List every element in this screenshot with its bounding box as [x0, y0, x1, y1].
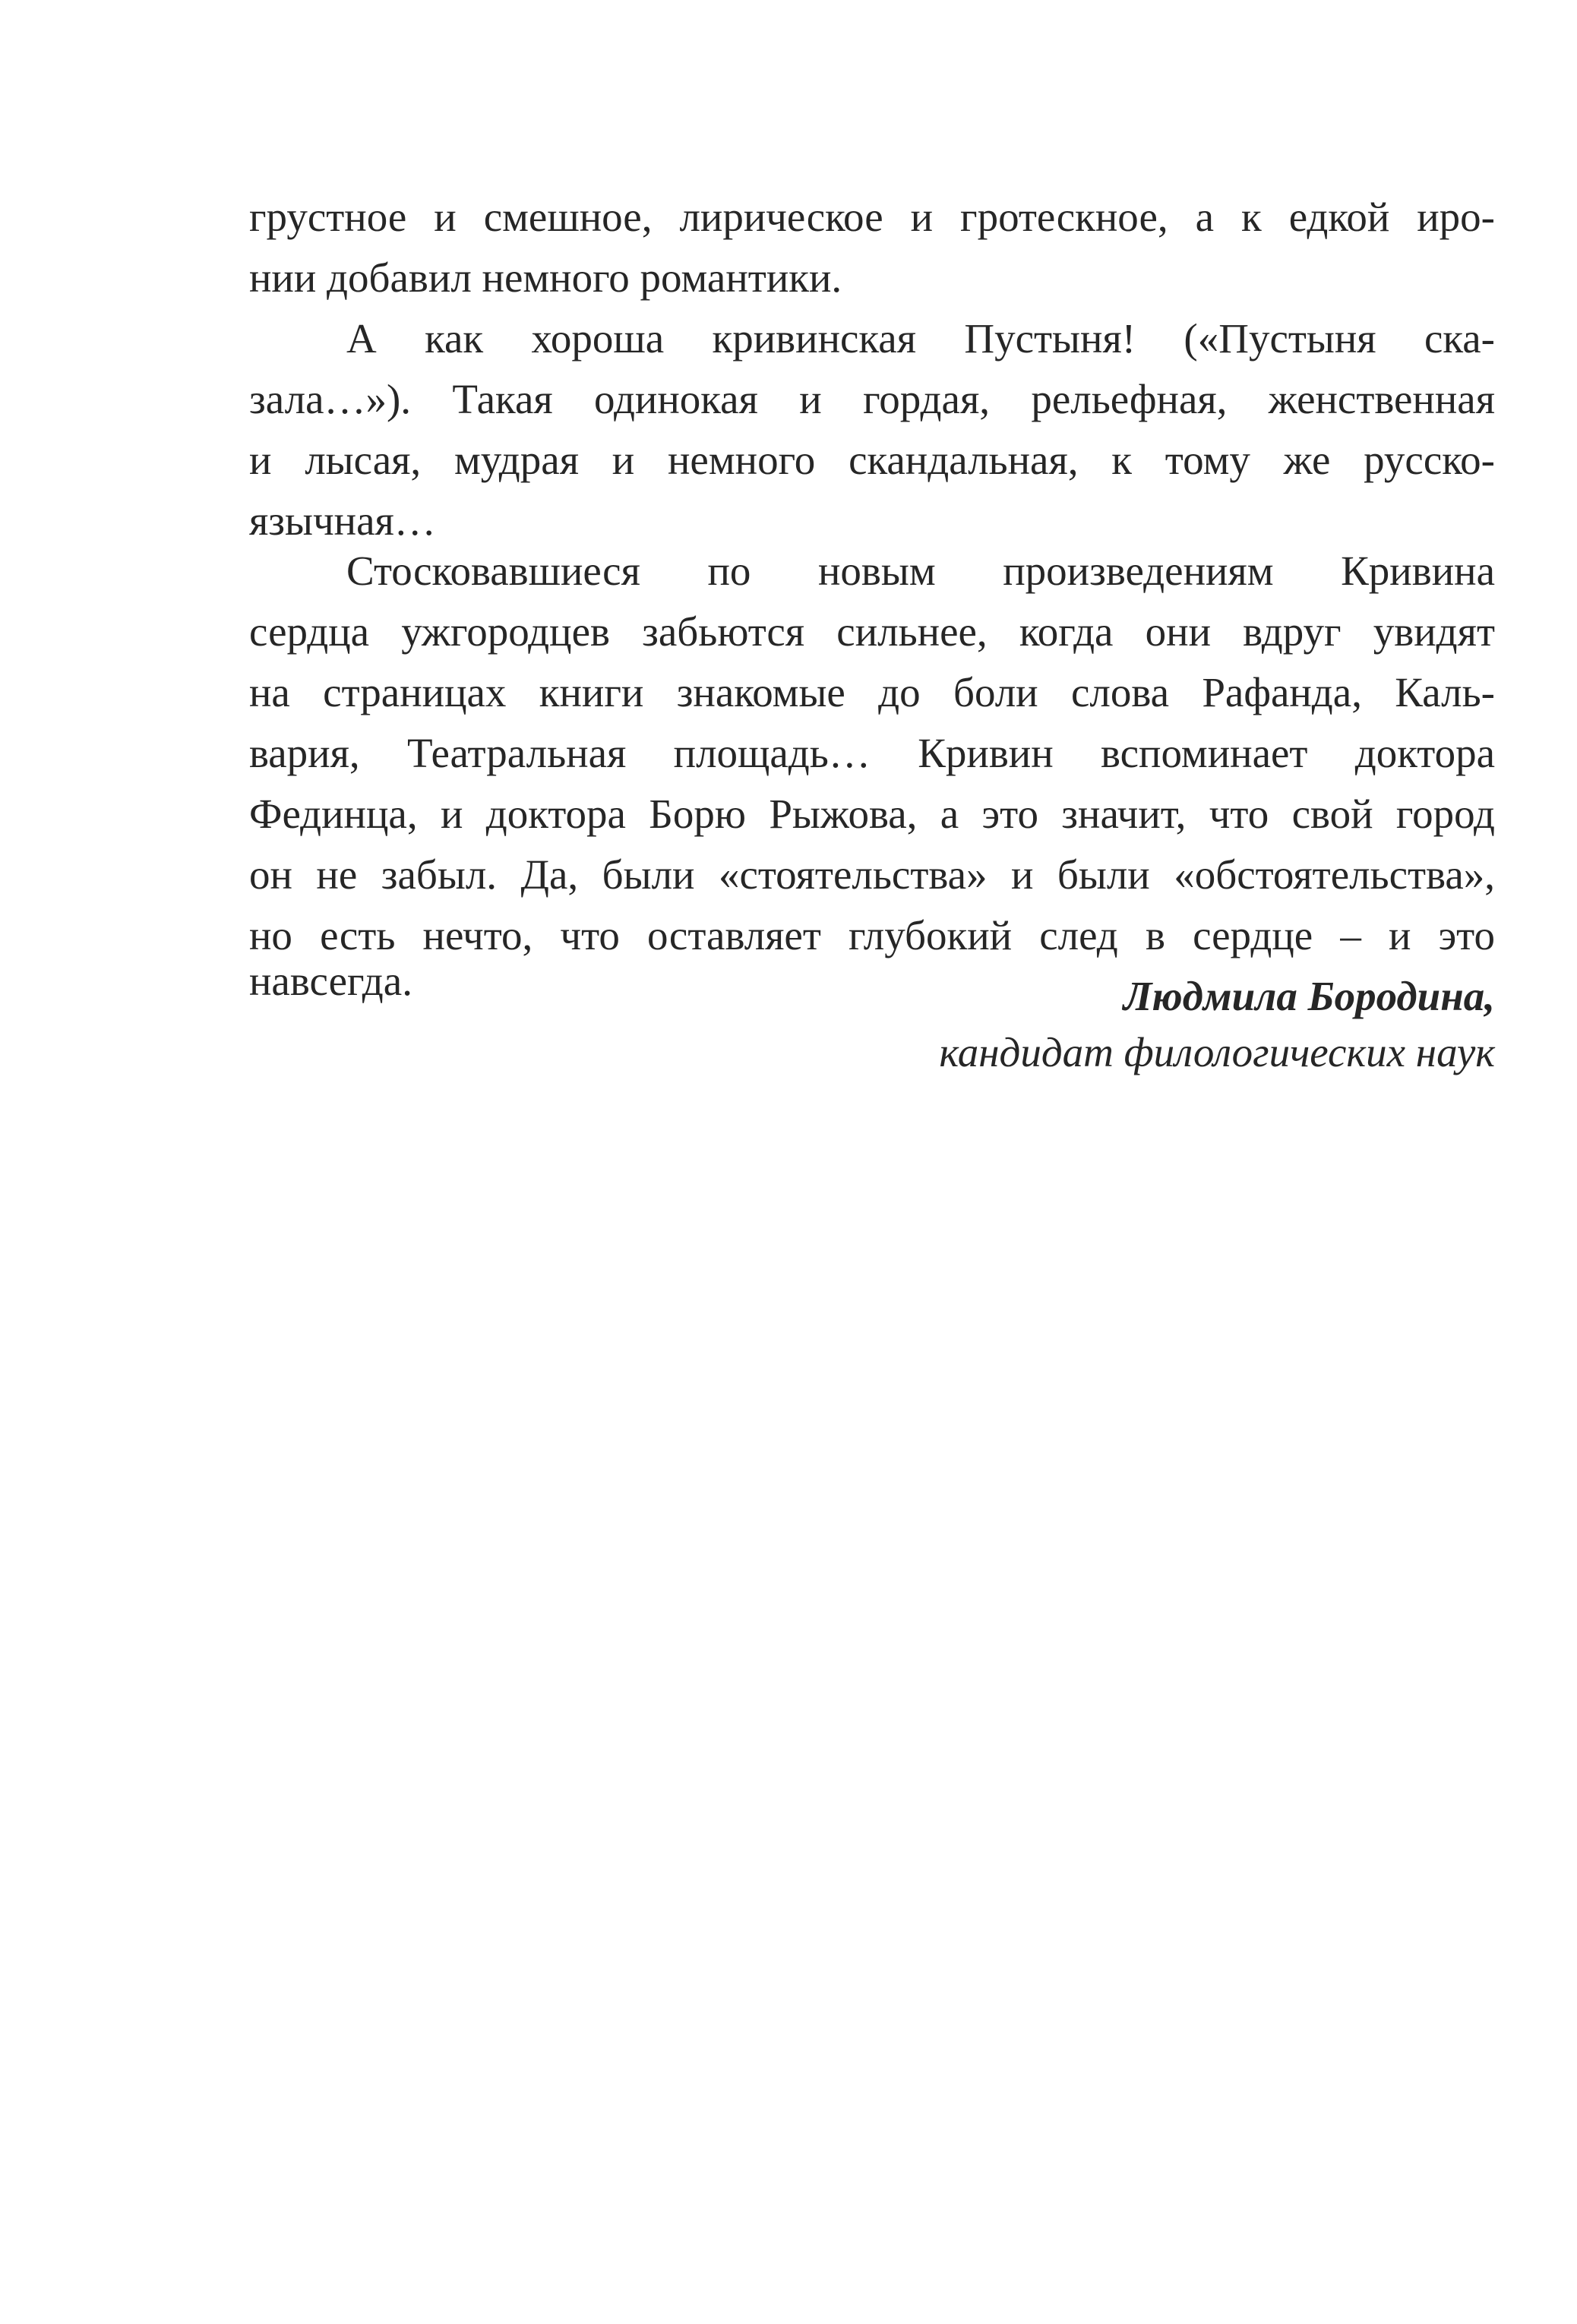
author-title: кандидат филологических наук: [939, 1029, 1495, 1075]
text-line: и лысая, мудрая и немного скандальная, к тому же русско-: [249, 437, 1495, 483]
text-line: зала…»). Такая одинокая и гордая, рельефная, женственная: [249, 376, 1495, 422]
text-line: но есть нечто, что оставляет глубокий след в сердце – и это: [249, 912, 1495, 958]
author-name: Людмила Бородина,: [1123, 973, 1495, 1019]
text-line: нии добавил немного романтики.: [249, 254, 842, 301]
text-line: на страницах книги знакомые до боли слова Рафанда, Каль-: [249, 669, 1495, 715]
text-line: Стосковавшиеся по новым произведениям Кривина: [346, 548, 1495, 594]
text-line: Фединца, и доктора Борю Рыжова, а это значит, что свой город: [249, 791, 1495, 837]
text-line: А как хороша кривинская Пустыня! («Пустыня ска-: [346, 315, 1495, 362]
text-line: он не забыл. Да, были «стоятельства» и были «обстоятельства»,: [249, 851, 1495, 898]
text-line: вария, Театральная площадь… Кривин вспоминает доктора: [249, 730, 1495, 776]
text-line: навсегда.: [249, 958, 412, 1004]
text-line: грустное и смешное, лирическое и гротескное, а к едкой иро-: [249, 194, 1495, 240]
text-line: язычная…: [249, 497, 436, 544]
text-line: сердца ужгородцев забьются сильнее, когда они вдруг увидят: [249, 608, 1495, 655]
